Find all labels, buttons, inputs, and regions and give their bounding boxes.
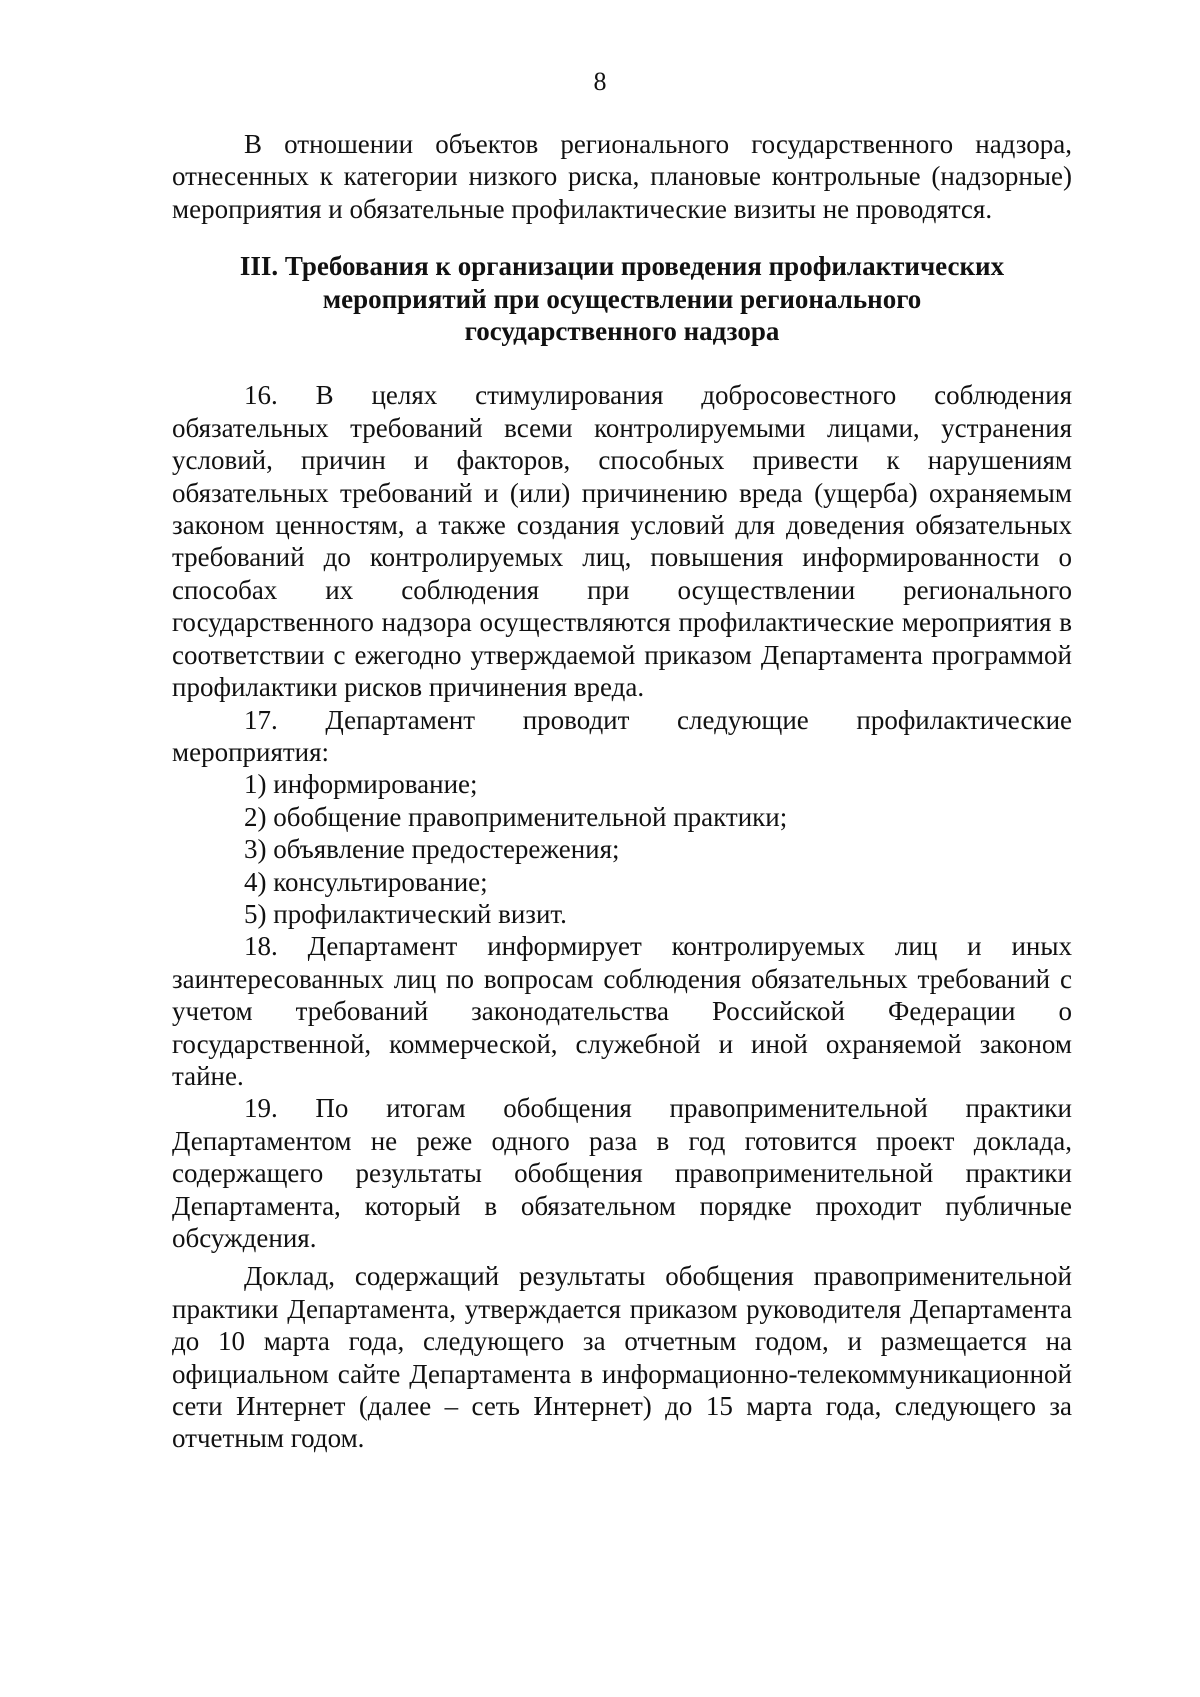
intro-paragraph: В отношении объектов регионального государственного надзора, отнесенных к категории низкого риска, плановые контрольные (надзорные) мероприятия и обязательные профилактические визиты не проводятся. [172,129,1072,224]
list-item: 2) обобщение правоприменительной практики; [244,801,788,832]
list-item: 3) объявление предостережения; [244,834,620,865]
section-heading-line-2: мероприятий при осуществлении регионального [322,283,922,314]
section-heading [172,250,1072,347]
section-heading-line-3: государственного надзора [464,316,780,347]
paragraph-16: 16. В целях стимулирования добросовестного соблюдения обязательных требований всеми контролируемыми лицами, устранения условий, причин и факторов, способных привести к нарушениям обязательных требований и (или) причинению вреда (ущерба) охраняемым законом ценностям, а также создания условий для доведения обязательных требований до контролируемых лиц, повышения информированности о способах их соблюдения при осуществлении регионального государственного надзора осуществляются профилактические мероприятия в соответствии с ежегодно утверждаемой приказом Департамента программой профилактики рисков причинения вреда. [172,380,1072,703]
paragraph-17: 17. Департамент проводит следующие профилактические мероприятия: [172,704,1072,767]
list-item: 1) информирование; [244,769,478,800]
paragraph-19: 19. По итогам обобщения правоприменительной практики Департаментом не реже одного раза в год готовится проект доклада, содержащего результаты обобщения правоприменительной практики Департамента, который в обязательном порядке проходит публичные обсуждения. [172,1093,1072,1253]
paragraph-18: 18. Департамент информирует контролируемых лиц и иных заинтересованных лиц по вопросам соблюдения обязательных требований с учетом требований законодательства Российской Федерации о государственной, коммерческой, служебной и иной охраняемой законом тайне. [172,931,1072,1091]
document-body [172,128,1072,1455]
section-heading-line-1: III. Требования к организации проведения профилактических [239,251,1005,282]
paragraph-19-continuation: Доклад, содержащий результаты обобщения правоприменительной практики Департамента, утверждается приказом руководителя Департамента до 10 марта года, следующего за отчетным годом, и размещается на официальном сайте Департамента в информационно-телекоммуникационной сети Интернет (далее – сеть Интернет) до 15 марта года, следующего за отчетным годом. [172,1261,1072,1454]
page-number: 8 [593,67,607,96]
list-item: 5) профилактический визит. [244,898,567,929]
list-item: 4) консультирование; [244,866,488,897]
